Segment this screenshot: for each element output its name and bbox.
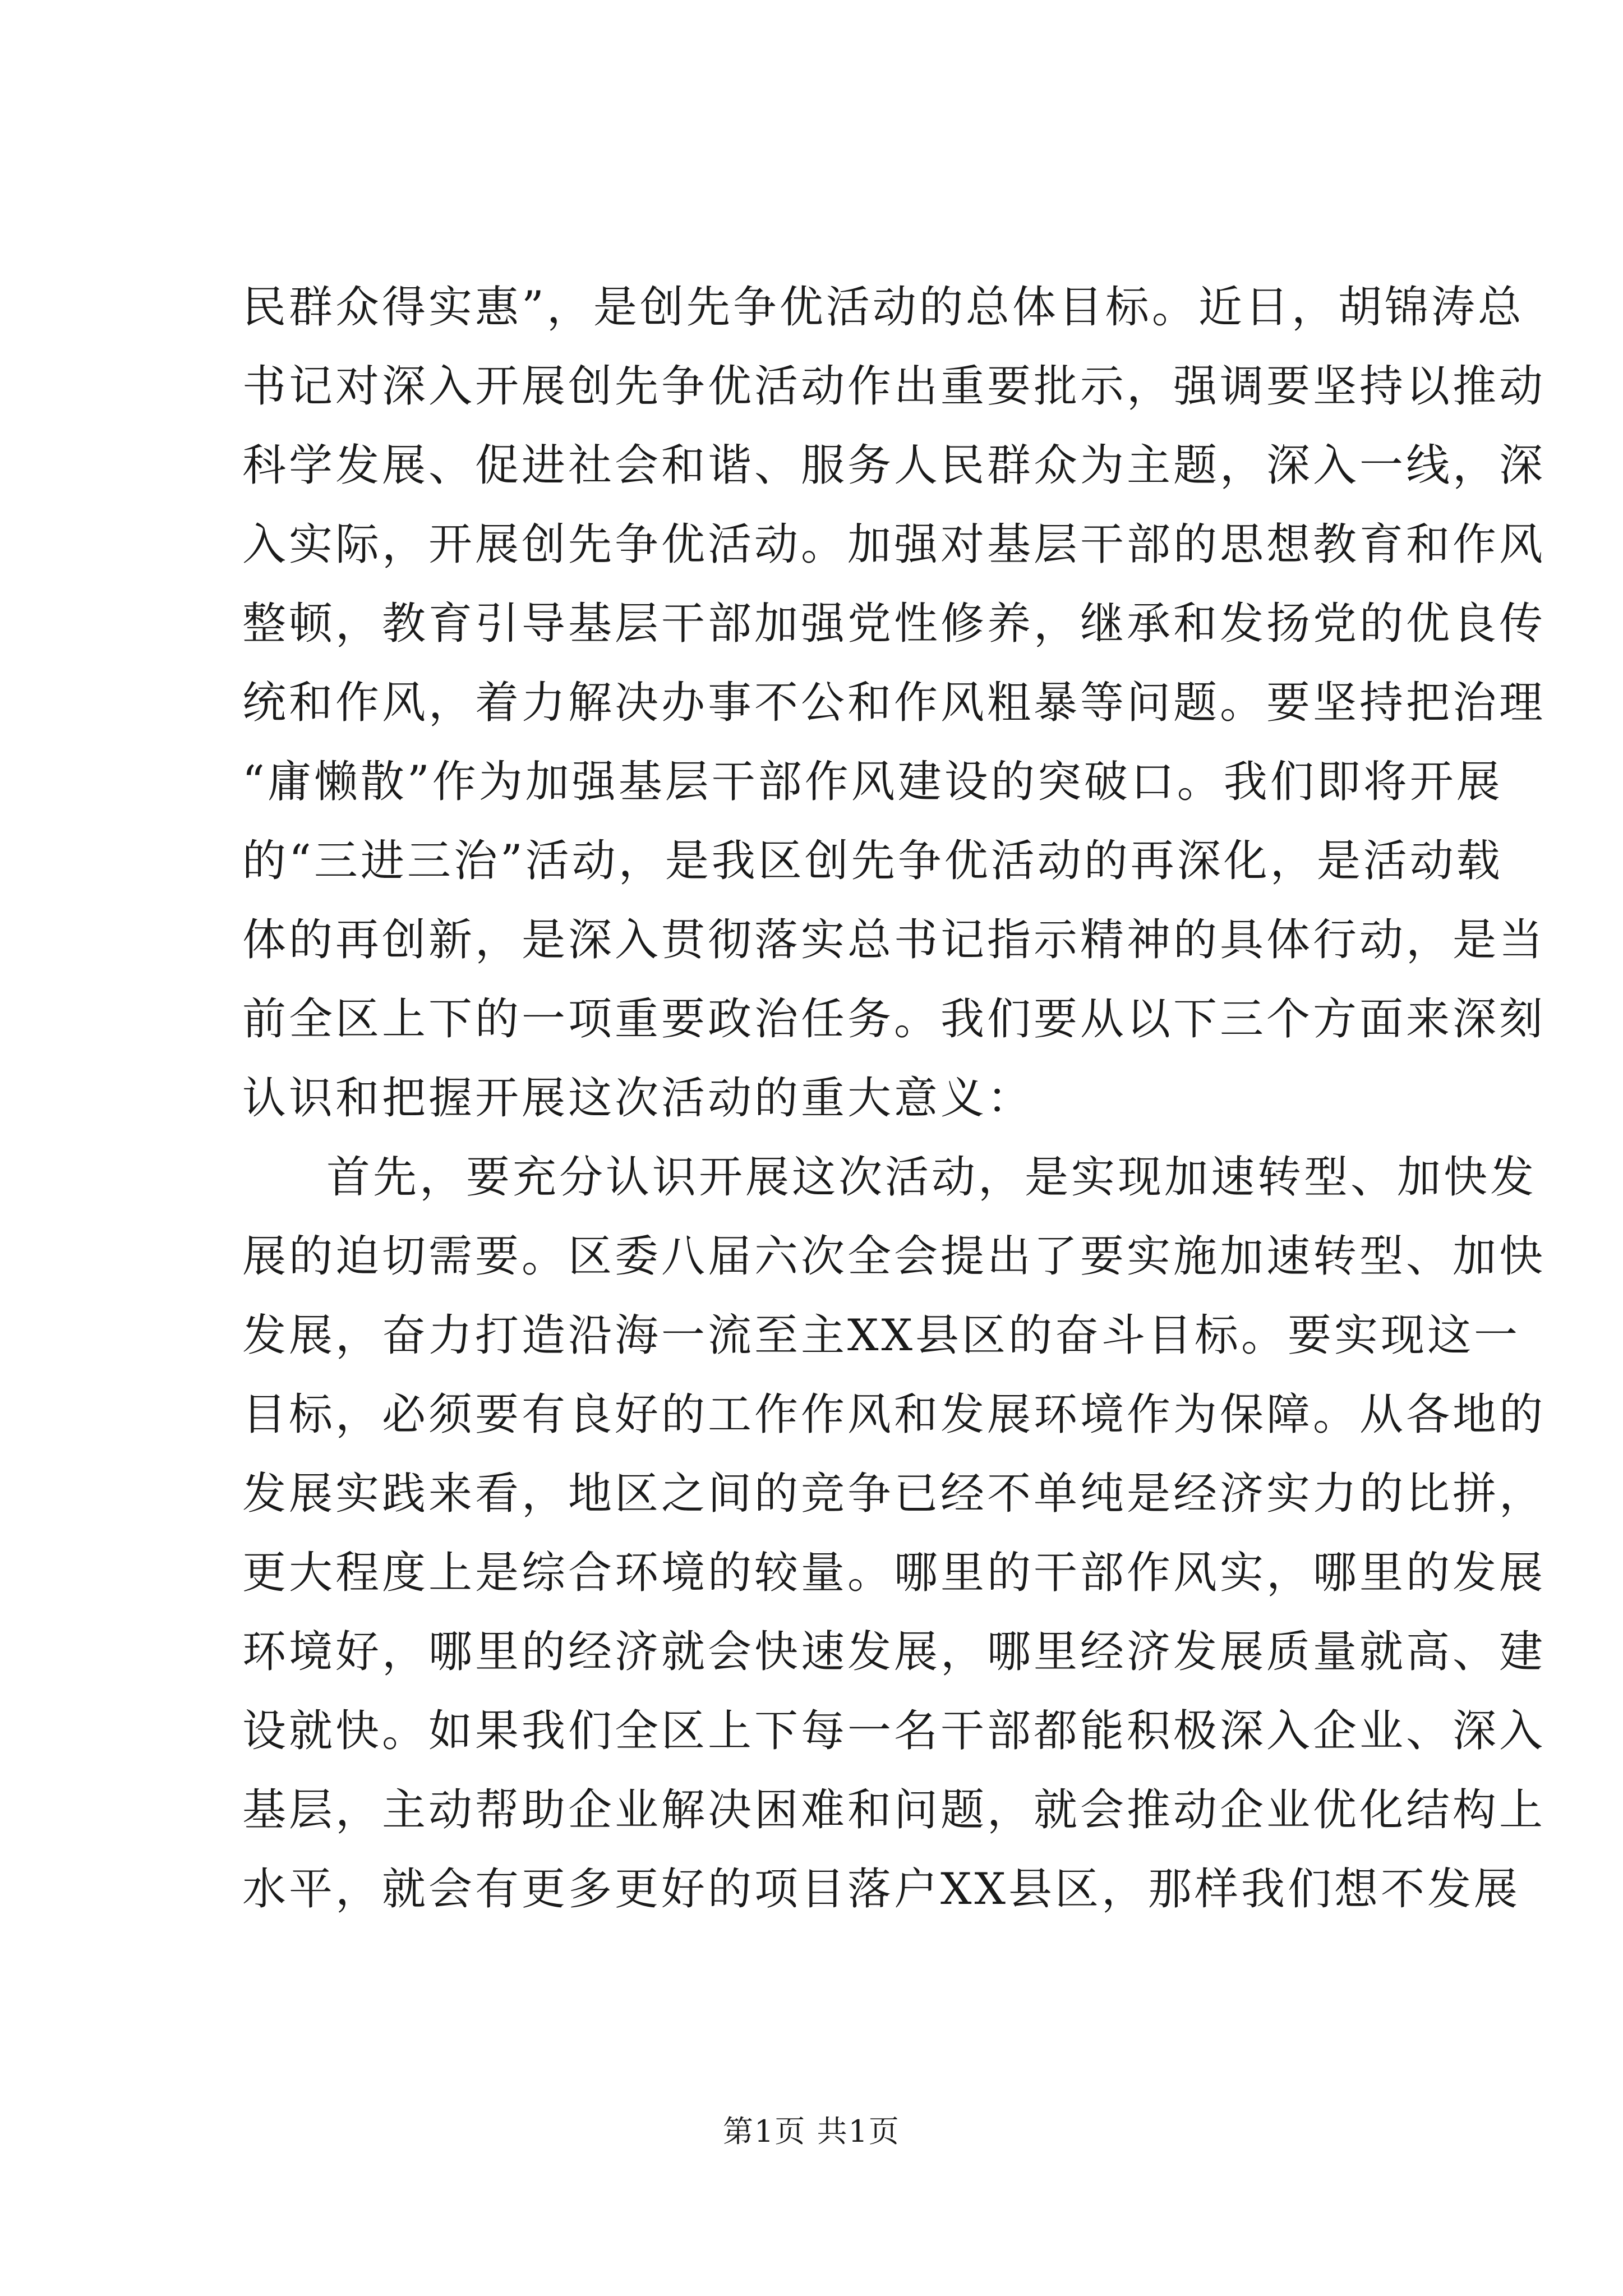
text-line: 书记对深入开展创先争优活动作出重要批示，强调要坚持以推动 — [242, 361, 1546, 412]
text-line: 体的再创新，是深入贯彻落实总书记指示精神的具体行动，是当 — [242, 915, 1546, 965]
text-line: 更大程度上是综合环境的较量。哪里的干部作风实，哪里的发展 — [242, 1548, 1546, 1598]
text-line: 发展实践来看，地区之间的竞争已经不单纯是经济实力的比拼， — [242, 1469, 1546, 1519]
text-line: 水平，就会有更多更好的项目落户XX县区，那样我们想不发展 — [242, 1864, 1521, 1915]
text-line: 展的迫切需要。区委八届六次全会提出了要实施加速转型、加快 — [242, 1231, 1546, 1282]
text-line: 认识和把握开展这次活动的重大意义： — [242, 1073, 1034, 1124]
text-line: 前全区上下的一项重要政治任务。我们要从以下三个方面来深刻 — [242, 994, 1546, 1045]
text-line: 设就快。如果我们全区上下每一名干部都能积极深入企业、深入 — [242, 1706, 1546, 1756]
text-line: 环境好，哪里的经济就会快速发展，哪里经济发展质量就高、建 — [242, 1627, 1546, 1677]
page-number-footer: 第1页 共1页 — [723, 2114, 900, 2149]
text-line: “庸懒散”作为加强基层干部作风建设的突破口。我们即将开展 — [242, 757, 1503, 807]
text-line: 科学发展、促进社会和谐、服务人民群众为主题，深入一线，深 — [242, 440, 1546, 491]
paragraph-first-line: 首先，要充分认识开展这次活动，是实现加速转型、加快发 — [326, 1152, 1537, 1203]
text-line: 入实际，开展创先争优活动。加强对基层干部的思想教育和作风 — [242, 519, 1546, 570]
text-line: 整顿，教育引导基层干部加强党性修养，继承和发扬党的优良传 — [242, 599, 1546, 649]
text-line: 的“三进三治”活动，是我区创先争优活动的再深化，是活动载 — [242, 836, 1503, 886]
text-line: 统和作风，着力解决办事不公和作风粗暴等问题。要坚持把治理 — [242, 678, 1546, 728]
document-body — [242, 268, 1546, 1929]
text-line: 目标，必须要有良好的工作作风和发展环境作为保障。从各地的 — [242, 1389, 1546, 1440]
text-line: 基层，主动帮助企业解决困难和问题，就会推动企业优化结构上 — [242, 1785, 1546, 1835]
text-line: 发展，奋力打造沿海一流至主XX县区的奋斗目标。要实现这一 — [242, 1310, 1521, 1361]
text-line: 民群众得实惠”，是创先争优活动的总体目标。近日，胡锦涛总 — [242, 282, 1524, 333]
